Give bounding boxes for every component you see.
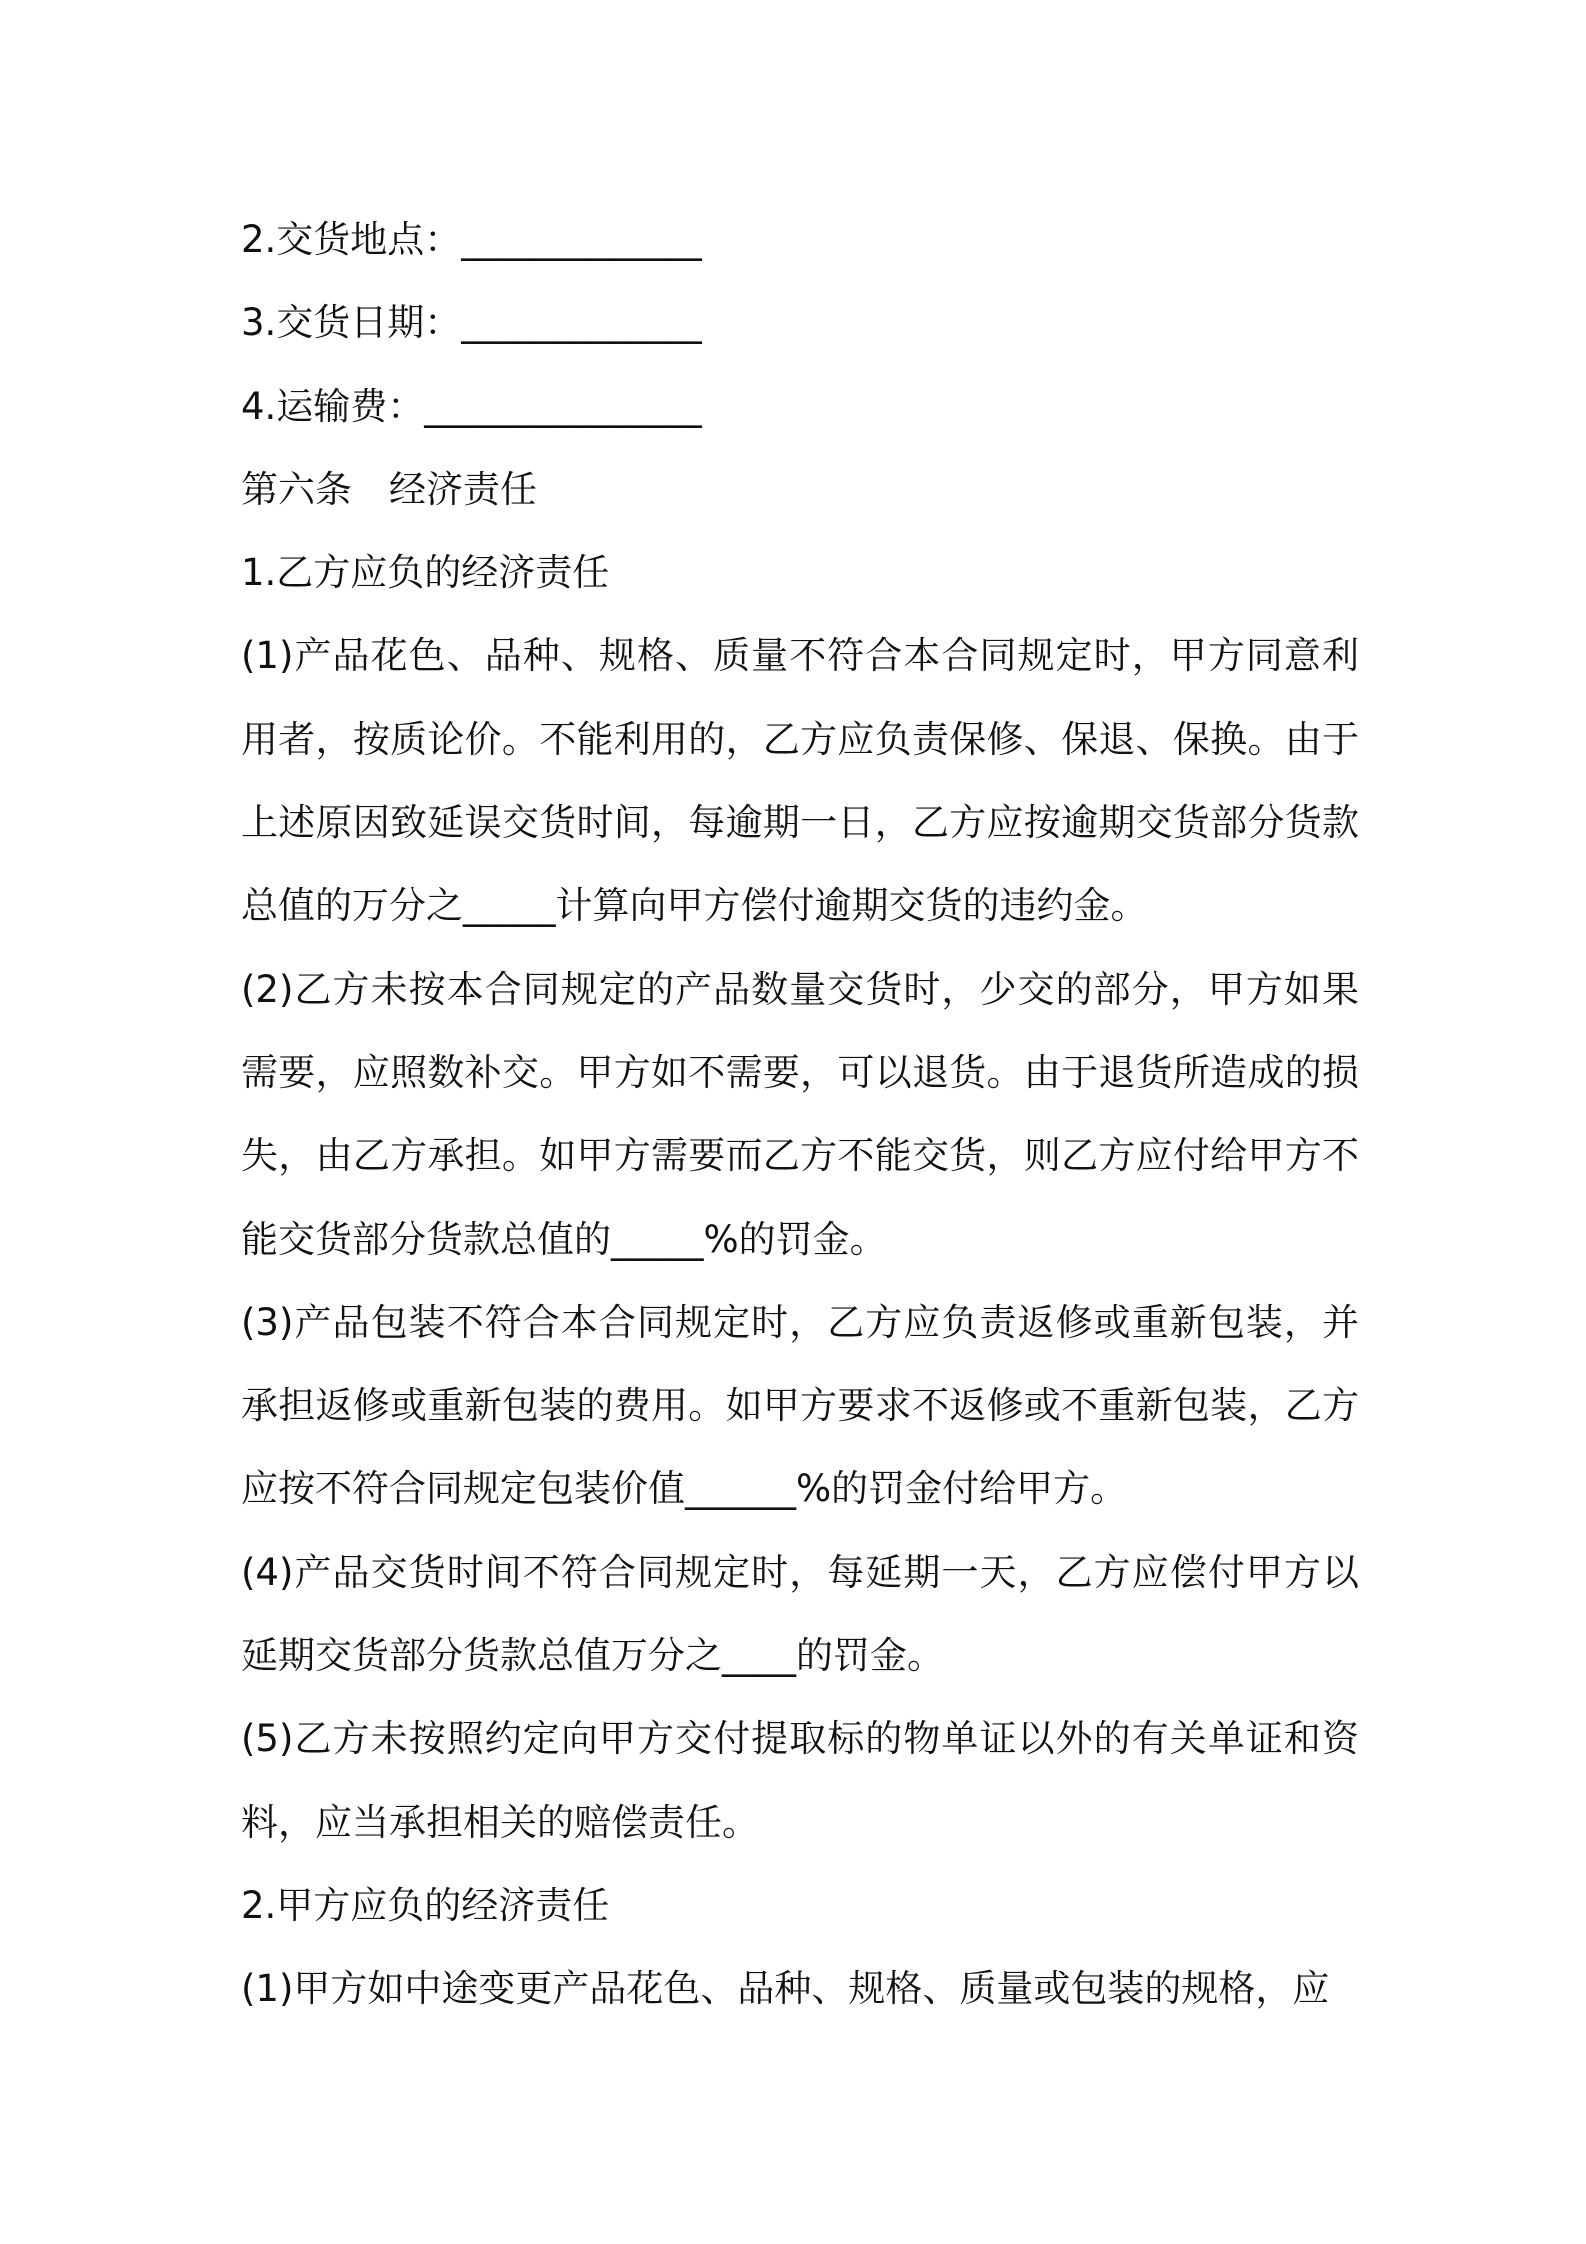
party-a-clause-1: (1)甲方如中途变更产品花色、品种、规格、质量或包装的规格，应: [241, 1967, 1330, 2011]
party-b-clause-4: (4)产品交货时间不符合同规定时，每延期一天，乙方应偿付甲方以延期交货部分货款总值万分之____的罚金。: [241, 1550, 1359, 1678]
freight-cost-line: 4.运输费：_______________: [241, 384, 702, 428]
delivery-location-line: 2.交货地点：_____________: [241, 218, 702, 261]
party-b-liability-heading: 1.乙方应负的经济责任: [241, 551, 610, 595]
party-b-clause-2: (2)乙方未按本合同规定的产品数量交货时，少交的部分，甲方如果需要，应照数补交。甲方如不需要，可以退货。由于退货所造成的损失，由乙方承担。如甲方需要而乙方不能交货，则乙方应付给甲方不能交货部分货款总值的_____%的罚金。: [241, 967, 1359, 1261]
document-body: [241, 198, 1359, 2031]
delivery-date-line: 3.交货日期：_____________: [241, 301, 702, 345]
article-six-heading: 第六条 经济责任: [241, 467, 537, 511]
party-b-clause-5: (5)乙方未按照约定向甲方交付提取标的物单证以外的有关单证和资料，应当承担相关的赔偿责任。: [241, 1717, 1359, 1844]
party-b-clause-3: (3)产品包装不符合本合同规定时，乙方应负责返修或重新包装，并承担返修或重新包装的费用。如甲方要求不返修或不重新包装，乙方应按不符合同规定包装价值______%的罚金付给甲方。: [241, 1300, 1359, 1511]
party-a-liability-heading: 2.甲方应负的经济责任: [241, 1883, 610, 1927]
party-b-clause-1: (1)产品花色、品种、规格、质量不符合本合同规定时，甲方同意利用者，按质论价。不能利用的，乙方应负责保修、保退、保换。由于上述原因致延误交货时间，每逾期一日，乙方应按逾期交货部分货款总值的万分之_____计算向甲方偿付逾期交货的违约金。: [241, 634, 1359, 928]
